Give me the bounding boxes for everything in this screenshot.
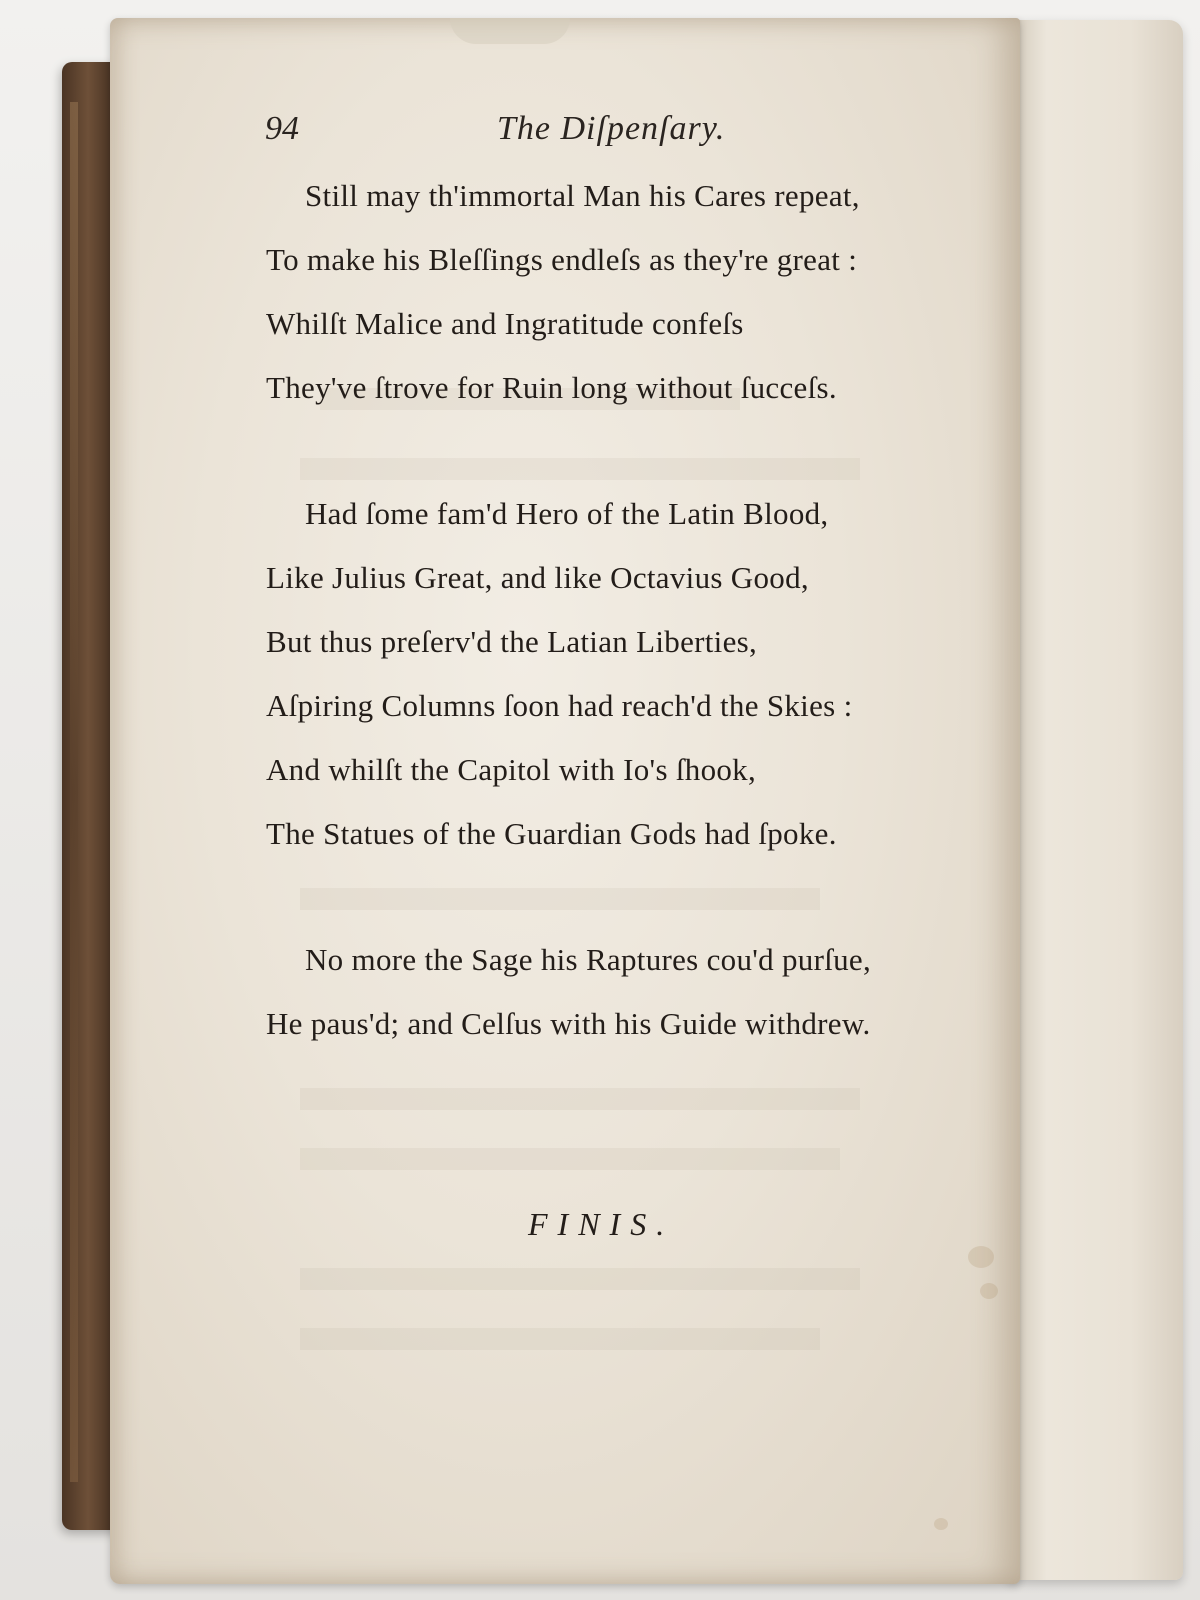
- verse-line: Like Julius Great, and like Octavius Good,: [266, 560, 809, 595]
- book-page: [110, 18, 1020, 1584]
- verse-line: Still may th'immortal Man his Cares repeat,: [305, 178, 860, 213]
- page-number: 94: [265, 110, 299, 147]
- verse-line: No more the Sage his Raptures cou'd purſue,: [305, 942, 872, 977]
- foxing-spot: [934, 1518, 948, 1530]
- show-through-shadow: [300, 1148, 840, 1170]
- show-through-shadow: [300, 1088, 860, 1110]
- foxing-spot: [968, 1246, 994, 1268]
- show-through-shadow: [300, 458, 860, 480]
- verse-line: They've ſtrove for Ruin long without ſucceſs.: [266, 370, 837, 405]
- running-title: The Diſpenſary.: [497, 110, 726, 147]
- foxing-spot: [980, 1283, 998, 1299]
- verse-line: He paus'd; and Celſus with his Guide withdrew.: [266, 1006, 871, 1041]
- show-through-shadow: [300, 1328, 820, 1350]
- finis-colophon: FINIS.: [528, 1206, 675, 1242]
- running-head: [265, 110, 905, 150]
- verse-line: Aſpiring Columns ſoon had reach'd the Skies :: [266, 688, 853, 723]
- verse-line: Whilſt Malice and Ingratitude confeſs: [266, 306, 744, 341]
- verse-line: The Statues of the Guardian Gods had ſpoke.: [266, 816, 837, 851]
- show-through-shadow: [300, 1268, 860, 1290]
- verse-line: Had ſome fam'd Hero of the Latin Blood,: [305, 496, 829, 531]
- facing-page: [1008, 20, 1183, 1580]
- show-through-shadow: [300, 888, 820, 910]
- verse-line: And whilſt the Capitol with Io's ſhook,: [266, 752, 757, 787]
- verse-line: But thus preſerv'd the Latian Liberties,: [266, 624, 758, 659]
- verse-line: To make his Bleſſings endleſs as they're great :: [266, 242, 858, 277]
- page-top-crease: [450, 18, 570, 44]
- spine-binding-strip: [70, 102, 78, 1482]
